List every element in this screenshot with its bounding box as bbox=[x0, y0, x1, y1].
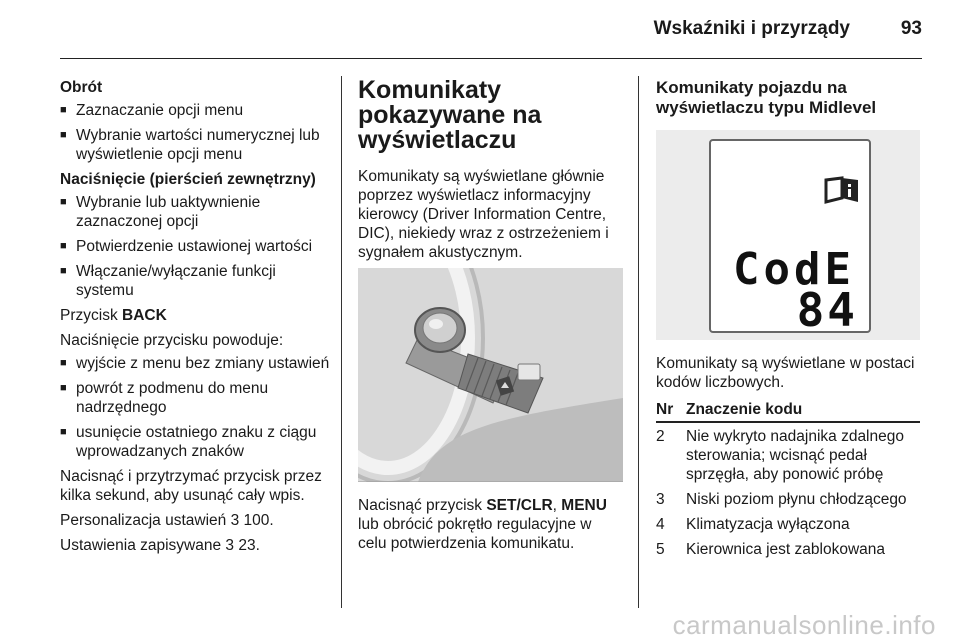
back-intro: Naciśnięcie przycisku powoduje: bbox=[60, 332, 284, 349]
caption-text: Nacisnąć przycisk bbox=[358, 497, 487, 514]
page-number: 93 bbox=[900, 18, 922, 39]
caption-text: lub obrócić pokrętło regulacyjne w celu potwierdzenia komunikatu. bbox=[358, 516, 592, 552]
table-header-meaning: Znaczenie kodu bbox=[686, 400, 920, 422]
column-2 bbox=[358, 78, 623, 559]
list-item: ■ wyjście z menu bez zmiany ustawień bbox=[60, 354, 332, 373]
photo-caption bbox=[358, 496, 623, 553]
header-rule bbox=[60, 58, 922, 59]
table-header-nr: Nr bbox=[656, 400, 686, 422]
table-row bbox=[656, 486, 920, 511]
intro-text: Komunikaty są wyświetlane głównie poprzez wyświetlacz informacyjny kierowcy (Driver Information Centre, DIC), niekiedy wraz z ostrzeżeniem i sygnałem akustycznym. bbox=[358, 168, 609, 261]
settings-saved-ref bbox=[60, 536, 332, 555]
obrot-heading: Obrót bbox=[60, 79, 103, 96]
back-label: BACK bbox=[122, 307, 167, 324]
table-row bbox=[656, 422, 920, 486]
list-item: ■ Wybranie lub uaktywnienie zaznaczonej opcji bbox=[60, 193, 332, 231]
personalization-ref bbox=[60, 511, 332, 530]
personal-ref[interactable]: 100. bbox=[243, 512, 274, 529]
list-item: ■ Wybranie wartości numerycznej lub wyświetlenie opcji menu bbox=[60, 126, 332, 164]
back-button-line bbox=[60, 306, 332, 325]
table-header-row bbox=[656, 400, 920, 422]
column-divider-1 bbox=[341, 76, 342, 608]
section-heading: Komunikaty pokazywane na wyświetlaczu bbox=[358, 76, 542, 154]
menu-label: MENU bbox=[561, 497, 607, 514]
list-item: ■ Zaznaczanie opcji menu bbox=[60, 101, 332, 120]
midlevel-display-illustration bbox=[656, 130, 920, 340]
table-cell-meaning: Klimatyzacja wyłączona bbox=[686, 516, 850, 533]
table-cell-meaning: Kierownica jest zablokowana bbox=[686, 541, 886, 558]
set-clr-label: SET/CLR bbox=[486, 497, 553, 514]
table-row bbox=[656, 536, 920, 561]
table-cell-meaning: Nie wykryto nadajnika zdalnego sterowania; wcisnąć pedał sprzęgła, aby ponowić próbę bbox=[686, 428, 904, 483]
codes-table bbox=[656, 400, 920, 561]
table-cell-nr: 4 bbox=[656, 516, 665, 533]
list-item: ■ Włączanie/wyłączanie funkcji systemu bbox=[60, 262, 332, 300]
table-cell-nr: 2 bbox=[656, 428, 665, 445]
column-3 bbox=[656, 78, 924, 561]
list-item: ■ Potwierdzenie ustawionej wartości bbox=[60, 237, 332, 256]
list-item: ■ usunięcie ostatniego znaku z ciągu wprowadzanych znaków bbox=[60, 423, 332, 461]
column-1 bbox=[60, 78, 332, 561]
reference-arrow-icon: 3 bbox=[225, 537, 235, 554]
saved-ref[interactable]: 23. bbox=[238, 537, 260, 554]
ring-heading: Naciśnięcie (pierścień zewnętrzny) bbox=[60, 171, 316, 188]
header-title: Wskaźniki i przyrządy bbox=[653, 18, 850, 39]
watermark: carmanualsonline.info bbox=[672, 610, 936, 640]
saved-text: Ustawienia zapisywane bbox=[60, 537, 222, 554]
table-cell-nr: 5 bbox=[656, 541, 665, 558]
hold-text: Nacisnąć i przytrzymać przycisk przez kilka sekund, aby usunąć cały wpis. bbox=[60, 468, 322, 504]
back-prefix: Przycisk bbox=[60, 307, 122, 324]
steering-column-lever-photo bbox=[358, 268, 623, 482]
codes-description: Komunikaty są wyświetlane w postaci kodów liczbowych. bbox=[656, 355, 915, 391]
display-code-text: CodE bbox=[733, 244, 855, 295]
caption-separator: , bbox=[552, 497, 562, 514]
section-subheading: Komunikaty pojazdu na wyświetlaczu typu Midlevel bbox=[656, 78, 877, 117]
personal-text: Personalizacja ustawień bbox=[60, 512, 227, 529]
display-number-text: 84 bbox=[796, 283, 858, 337]
table-cell-nr: 3 bbox=[656, 491, 665, 508]
list-item: ■ powrót z podmenu do menu nadrzędnego bbox=[60, 379, 332, 417]
table-cell-meaning: Niski poziom płynu chłodzącego bbox=[686, 491, 907, 508]
table-row bbox=[656, 511, 920, 536]
column-divider-2 bbox=[638, 76, 639, 608]
reference-arrow-icon: 3 bbox=[230, 512, 240, 529]
